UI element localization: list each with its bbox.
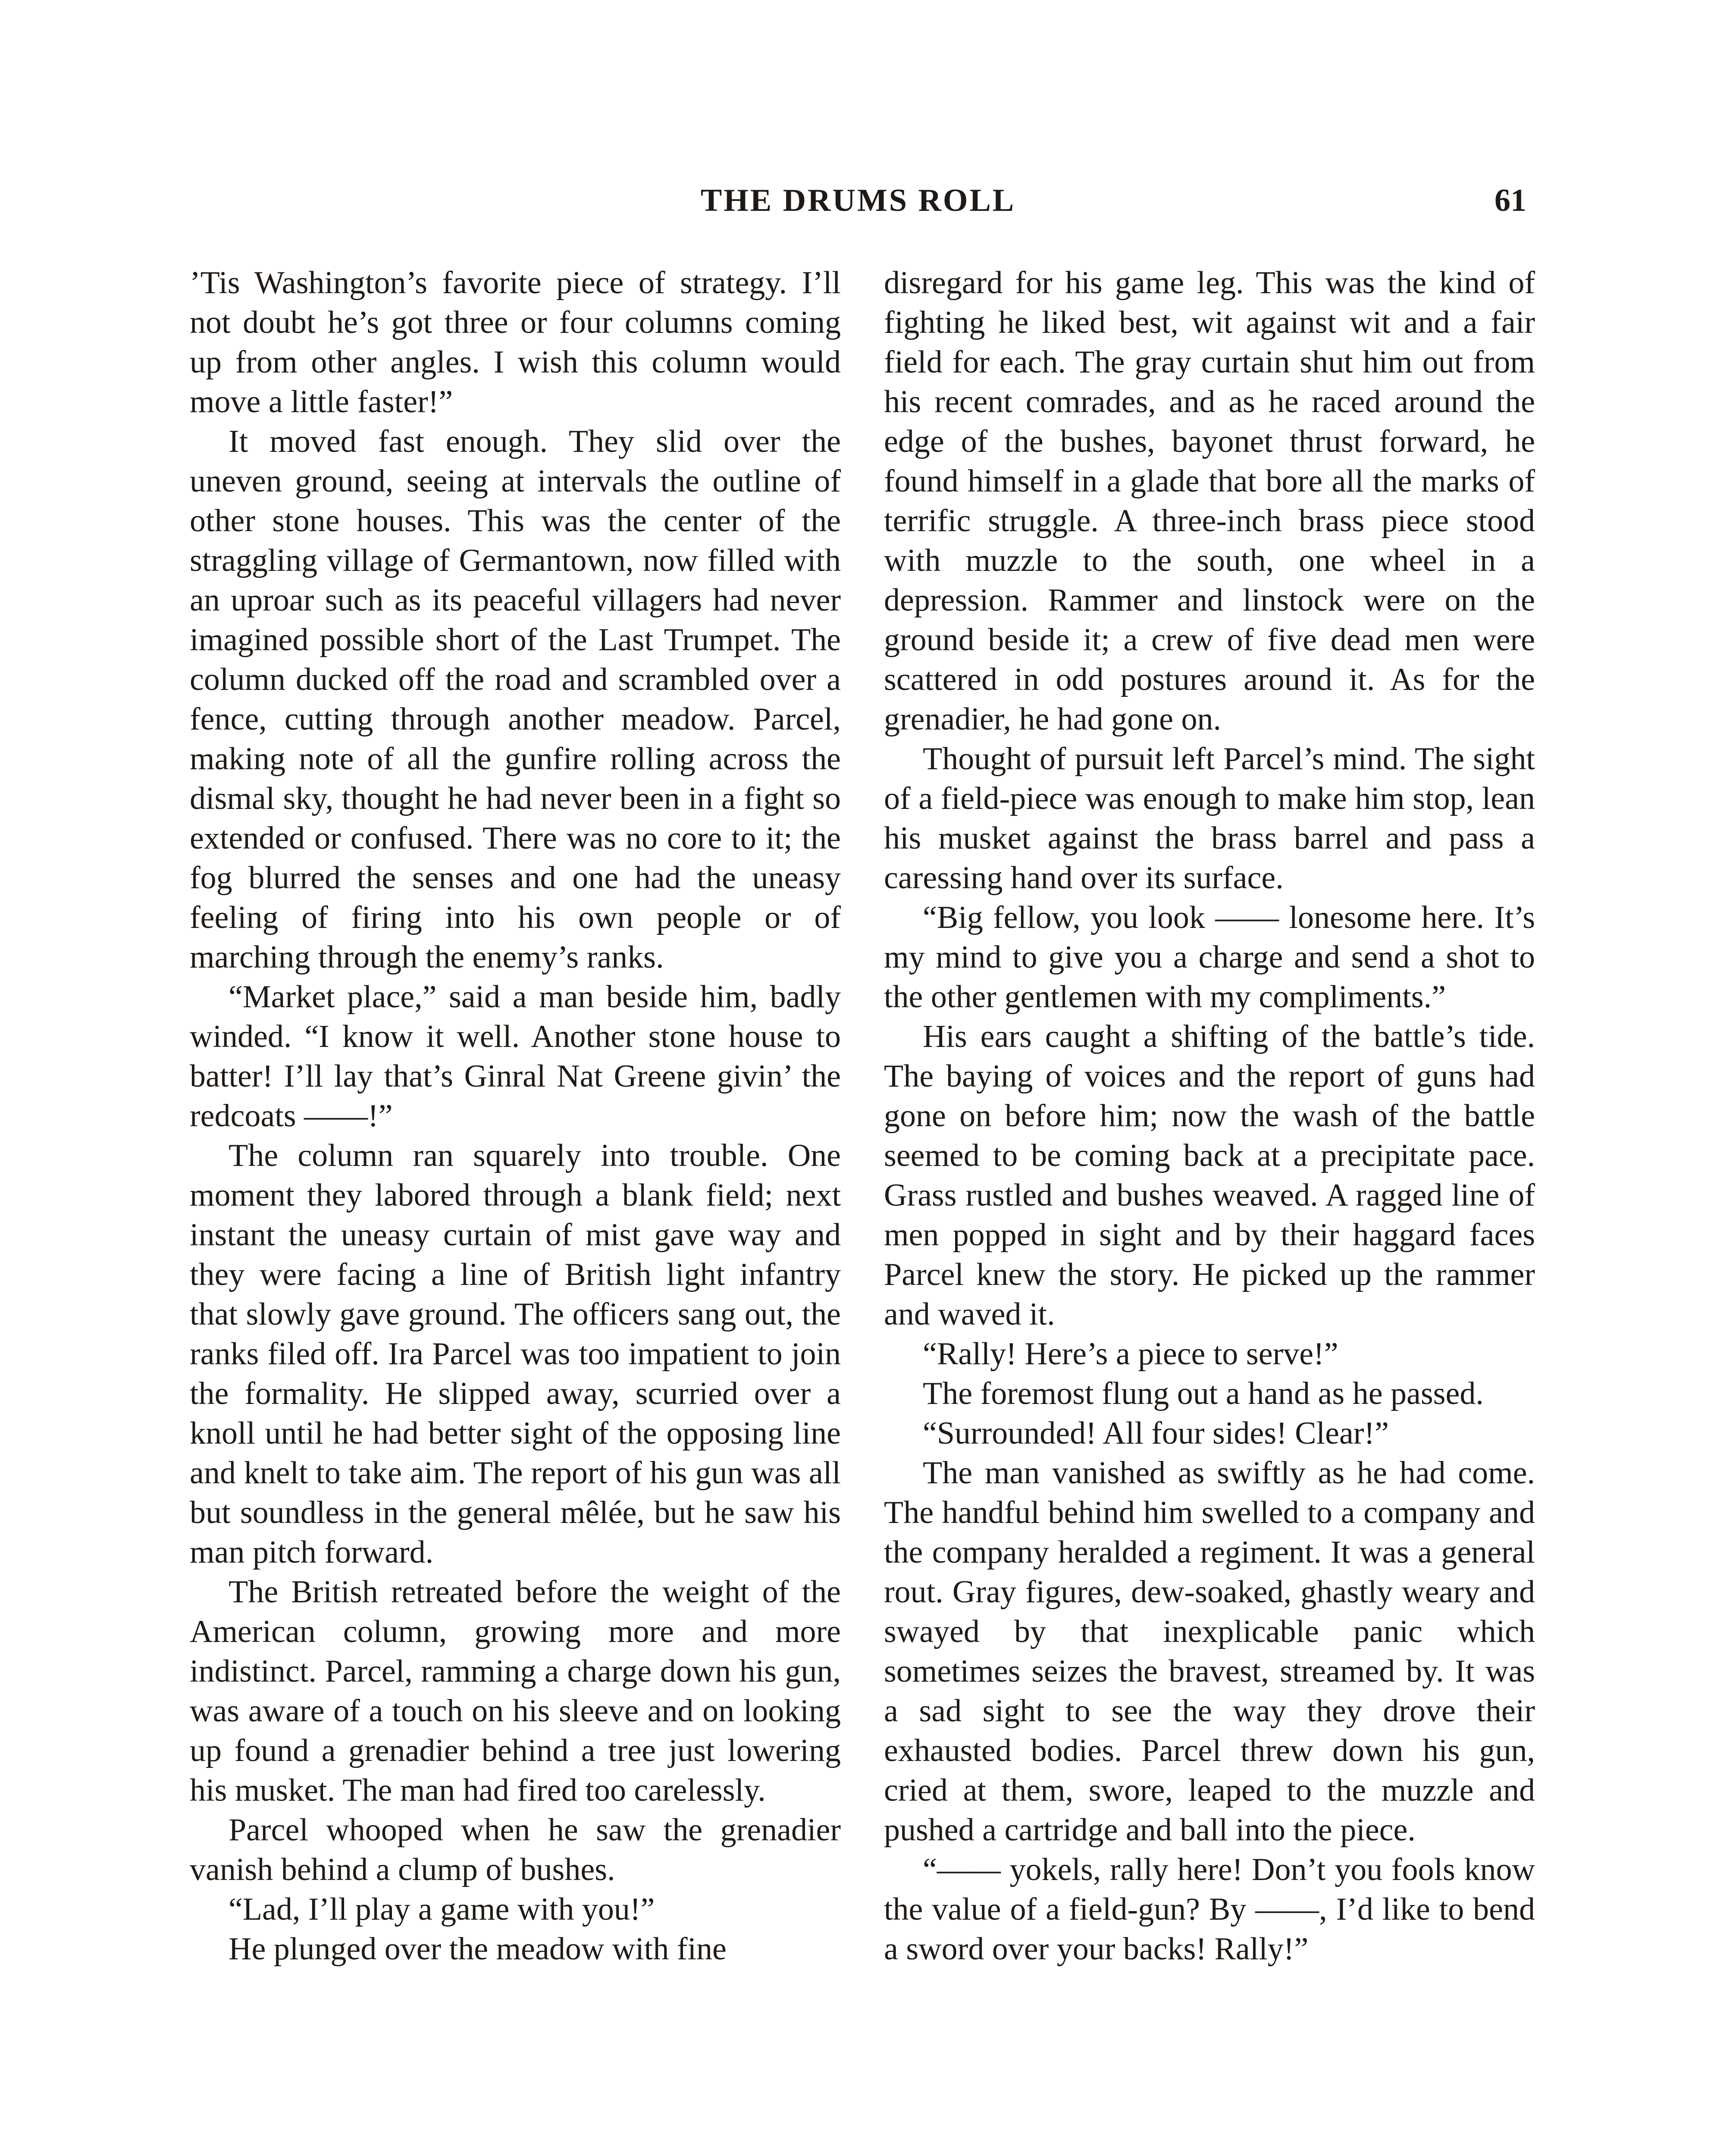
- page-number: 61: [1495, 183, 1526, 218]
- paragraph: “—— yokels, rally here! Don’t you fools know the value of a field-gun? By ——, I’d like to bend a sword over your backs! Rally!”: [884, 1852, 1535, 1967]
- paragraph: It moved fast enough. They slid over the uneven ground, seeing at intervals the outline of other stone houses. This was the center of the straggling village of Germantown, now filled with an uproar such as its peaceful villagers had never imagined possible short of the Last Trumpet. The column ducked off the road and scrambled over a fence, cutting through another meadow. Parcel, making note of all the gunfire rolling across the dismal sky, thought he had never been in a fight so extended or confused. There was no core to it; the fog blurred the senses and one had the uneasy feeling of firing into his own people or of marching through the enemy’s ranks.: [190, 424, 841, 975]
- running-title: THE DRUMS ROLL: [700, 183, 1016, 218]
- paragraph: His ears caught a shifting of the battle’s tide. The baying of voices and the report of guns had gone on before him; now the wash of the battle seemed to be coming back at a precipitate pace. Grass rustled and bushes weaved. A ragged line of men popped in sight and by their haggard faces Parcel knew the story. He picked up the rammer and waved it.: [884, 1019, 1535, 1332]
- left-text-column: [190, 263, 841, 1969]
- paragraph: “Market place,” said a man beside him, badly winded. “I know it well. Another stone house to batter! I’ll lay that’s Ginral Nat Greene givin’ the redcoats ——!”: [190, 979, 841, 1134]
- paragraph: He plunged over the meadow with fine: [229, 1931, 727, 1967]
- page-header: [190, 177, 1526, 224]
- paragraph: disregard for his game leg. This was the kind of fighting he liked best, wit against wit and a fair field for each. The gray curtain shut him out from his recent comrades, and as he raced around the edge of the bushes, bayonet thrust forward, he found himself in a glade that bore all the marks of terrific struggle. A three-inch brass piece stood with muzzle to the south, one wheel in a depression. Rammer and linstock were on the ground beside it; a crew of five dead men were scattered in odd postures around it. As for the grenadier, he had gone on.: [884, 265, 1535, 737]
- paragraph: “Surrounded! All four sides! Clear!”: [923, 1416, 1389, 1451]
- paragraph: “Big fellow, you look —— lonesome here. It’s my mind to give you a charge and send a shot to the other gentlemen with my compliments.”: [884, 900, 1535, 1015]
- paragraph: Parcel whooped when he saw the grenadier vanish behind a clump of bushes.: [190, 1812, 841, 1887]
- paragraph: The foremost flung out a hand as he passed.: [923, 1376, 1484, 1411]
- paragraph: The column ran squarely into trouble. One moment they labored through a blank field; next instant the uneasy curtain of mist gave way and they were facing a line of British light infantry that slowly gave ground. The officers sang out, the ranks filed off. Ira Parcel was too impatient to join the formality. He slipped away, scurried over a knoll until he had better sight of the opposing line and knelt to take aim. The report of his gun was all but soundless in the general mêlée, but he saw his man pitch forward.: [190, 1138, 841, 1570]
- paragraph: The man vanished as swiftly as he had come. The handful behind him swelled to a company and the company heralded a regiment. It was a general rout. Gray figures, dew-soaked, ghastly weary and swayed by that inexplicable panic which sometimes seizes the bravest, streamed by. It was a sad sight to see the way they drove their exhausted bodies. Parcel threw down his gun, cried at them, swore, leaped to the muzzle and pushed a cartridge and ball into the piece.: [884, 1455, 1535, 1848]
- paragraph: Thought of pursuit left Parcel’s mind. The sight of a field-piece was enough to make him stop, lean his musket against the brass barrel and pass a caressing hand over its surface.: [884, 741, 1535, 896]
- paragraph: “Lad, I’ll play a game with you!”: [229, 1892, 655, 1927]
- paragraph: The British retreated before the weight of the American column, growing more and more indistinct. Parcel, ramming a charge down his gun, was aware of a touch on his sleeve and on looking up found a grenadier behind a tree just lowering his musket. The man had fired too carelessly.: [190, 1574, 841, 1808]
- paragraph: “Rally! Here’s a piece to serve!”: [923, 1336, 1338, 1372]
- right-text-column: [884, 263, 1535, 1969]
- paragraph: ’Tis Washington’s favorite piece of strategy. I’ll not doubt he’s got three or four columns coming up from other angles. I wish this column would move a little faster!”: [190, 265, 841, 420]
